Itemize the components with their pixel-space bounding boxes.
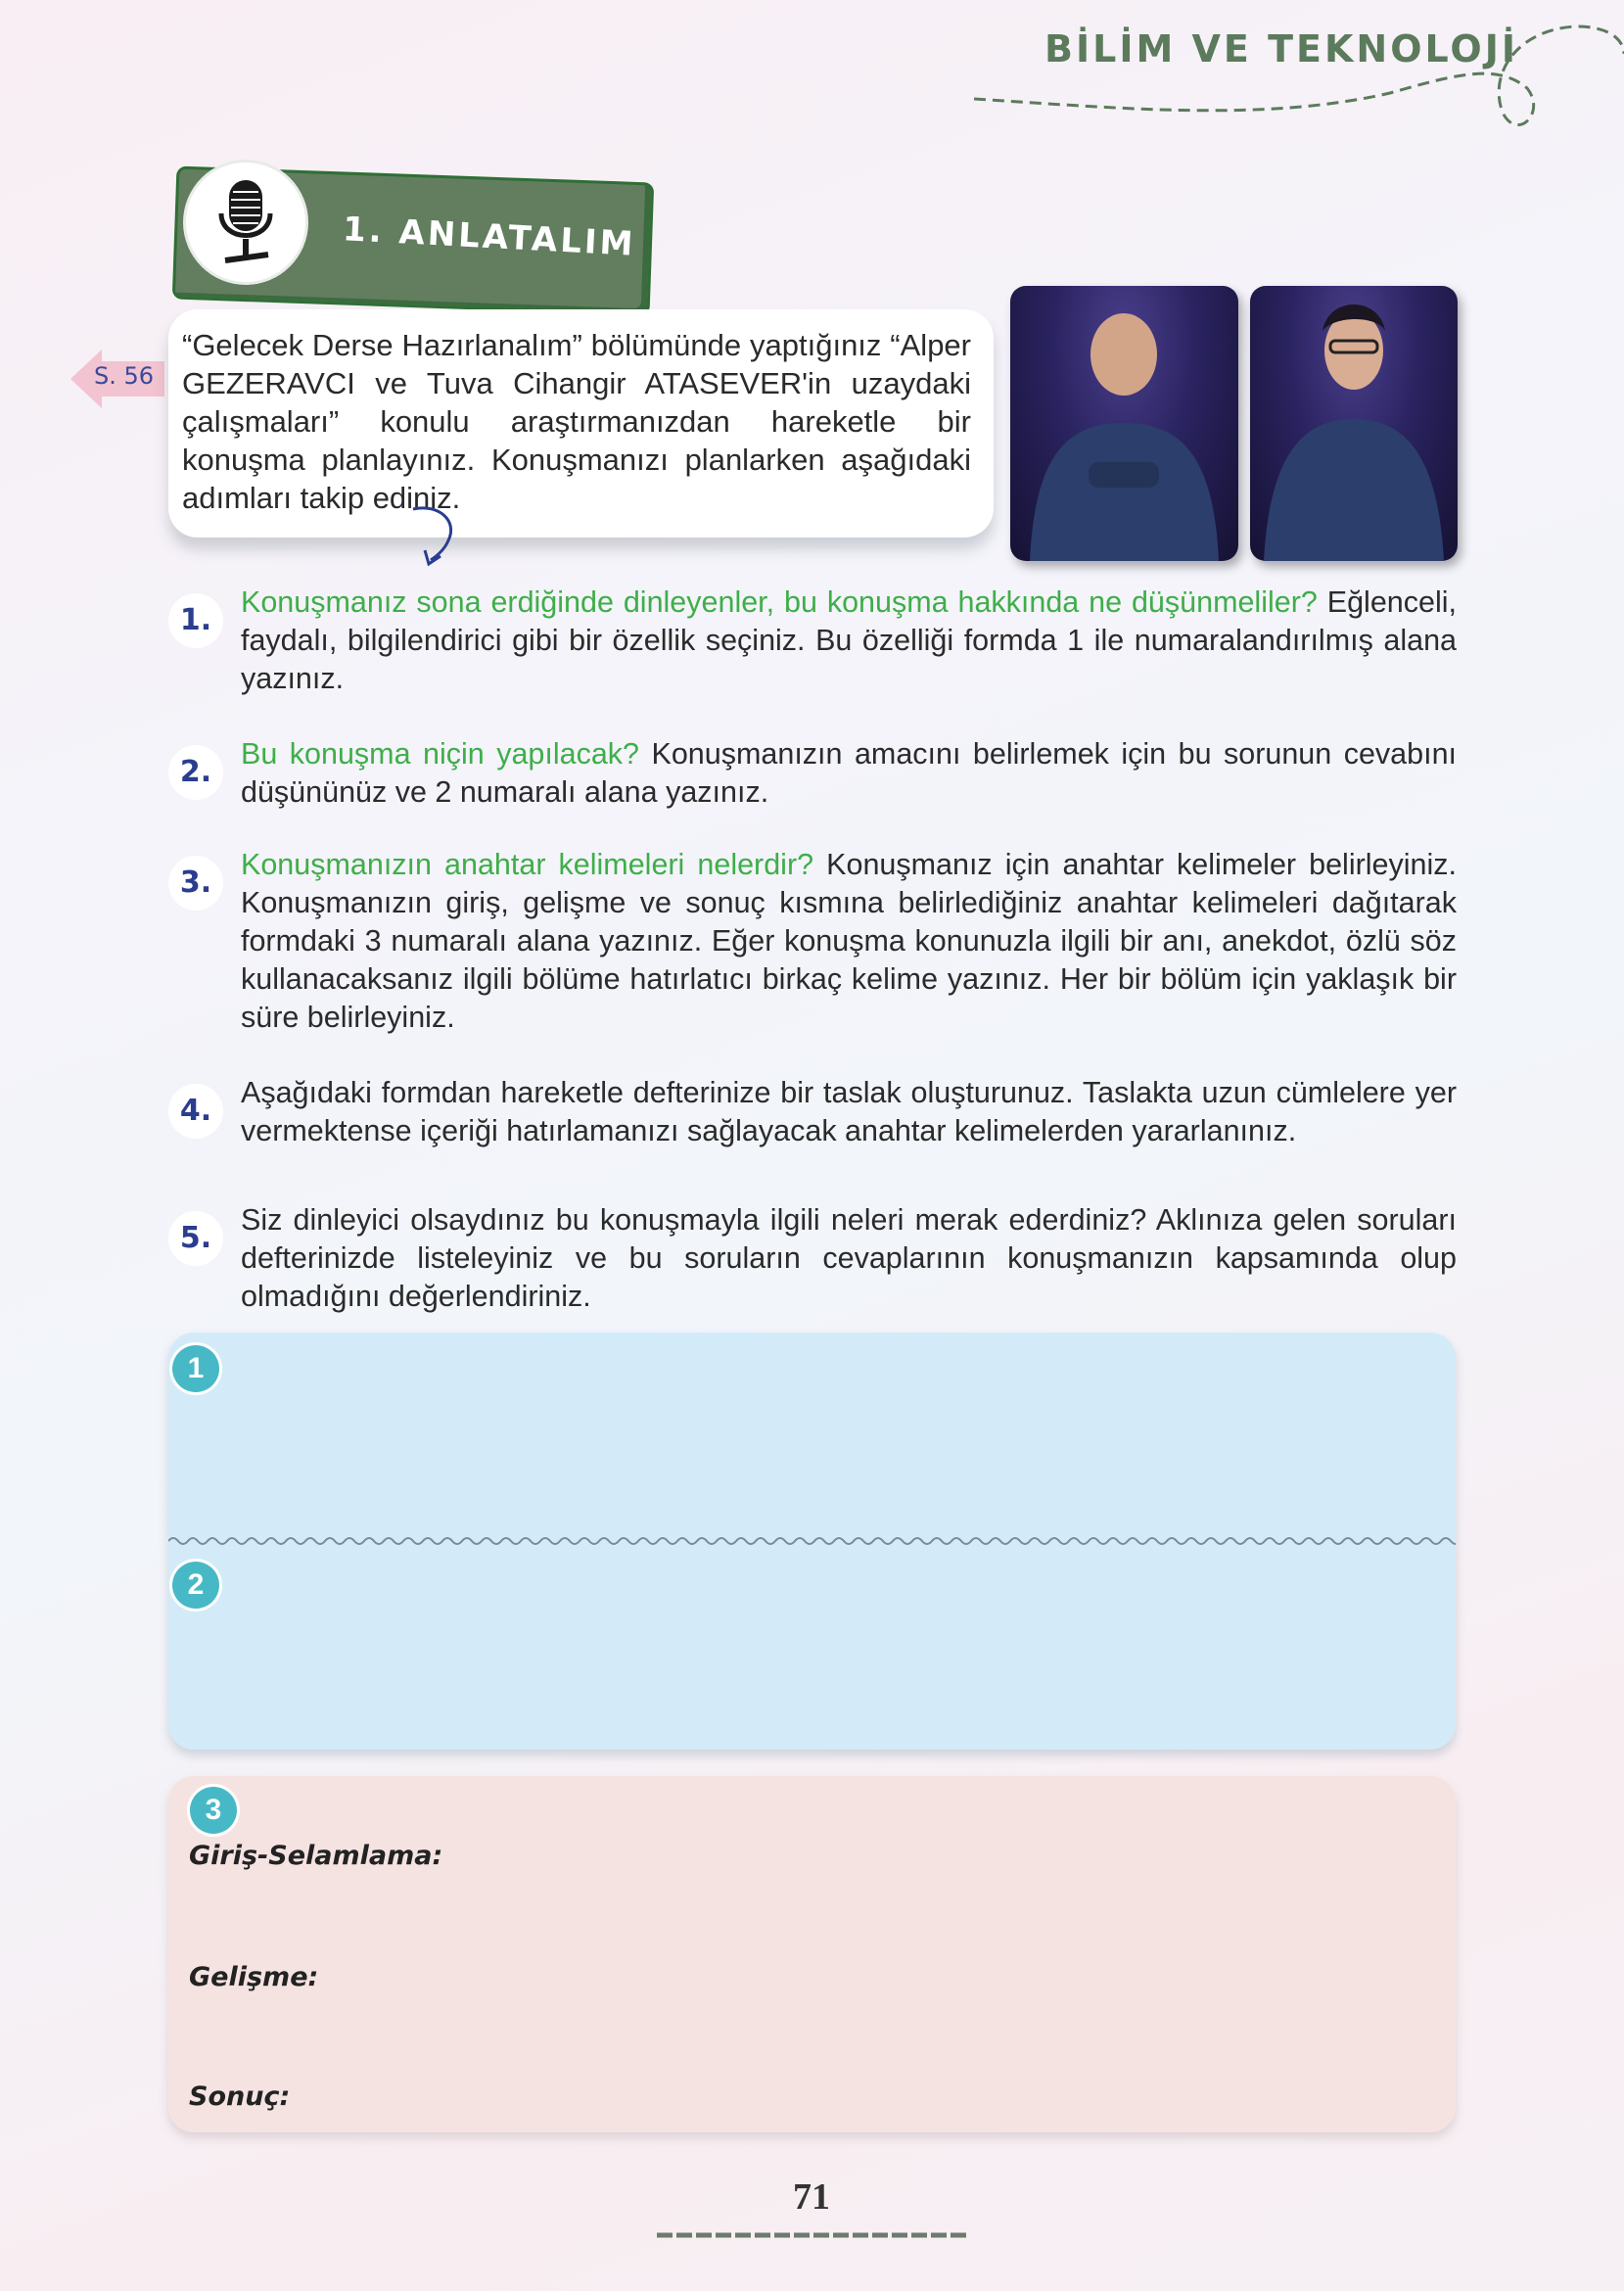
item-question: Konuşmanızın anahtar kelimeleri nelerdir?	[241, 848, 814, 881]
footer-dashed-line	[657, 2230, 966, 2240]
form-badge-2: 2	[172, 1562, 219, 1609]
curved-arrow-icon	[409, 501, 468, 570]
item-number: 1.	[168, 593, 223, 648]
section-title: BİLİM VE TEKNOLOJİ	[1044, 27, 1518, 70]
astronaut-photo	[1010, 286, 1238, 561]
page-number: 71	[793, 2176, 830, 2218]
item-number: 2.	[168, 745, 223, 800]
form-badge-1: 1	[172, 1345, 219, 1392]
microphone-icon	[186, 163, 305, 282]
item-body: Eğlenceli, faydalı, bilgilendirici gibi bir özellik seçiniz. Bu özelliği formda 1 ile numaralandırılmış alana yazınız.	[241, 585, 1457, 695]
item-body: Konuşmanız için anahtar kelimeler belirleyiniz. Konuşmanızın giriş, gelişme ve sonuç kısmına belirlediğiniz anahtar kelimeleri dağıtarak formdaki 3 numaralı alana yazınız. Eğer konuşma konunuzla ilgili bir anı, anekdot, özlü söz kullanacaksanız ilgili bölüme hatırlatıcı birkaç kelime yazınız. Her bir bölüm için yaklaşık bir süre belirleyiniz.	[241, 848, 1457, 1034]
item-number: 4.	[168, 1084, 223, 1139]
astronaut-photo	[1250, 286, 1458, 561]
intro-label: Giriş-Selamlama:	[189, 1841, 443, 1871]
form-area-3[interactable]	[168, 1776, 1456, 2132]
section-heading: 1. ANLATALIM	[342, 210, 637, 264]
development-label: Gelişme:	[189, 1962, 319, 1992]
dashed-swirl-decoration	[969, 15, 1624, 132]
wavy-divider	[168, 1533, 1456, 1549]
item-body: Aşağıdaki formdan hareketle defterinize bir taslak oluşturunuz. Taslakta uzun cümlelere yer vermektense içeriği hatırlamanızı sağlayacak anahtar kelimelerden yararlanınız.	[241, 1076, 1457, 1147]
item-number: 5.	[168, 1211, 223, 1266]
page-reference-link[interactable]: S. 56	[94, 362, 155, 390]
form-badge-3: 3	[190, 1787, 237, 1834]
item-body: Konuşmanızın amacını belirlemek için bu sorunun cevabını düşününüz ve 2 numaralı alana yazınız.	[241, 737, 1458, 809]
intro-text: “Gelecek Derse Hazırlanalım” bölümünde yaptığınız “Alper GEZERAVCI ve Tuva Cihangir ATASEVER'in uzaydaki çalışmaları” konulu araştırmanızdan hareketle bir konuşma planlayınız. Konuşmanızı planlarken aşağıdaki adımları takip ediniz.	[182, 328, 971, 515]
item-question: Bu konuşma niçin yapılacak?	[241, 737, 640, 771]
item-body: Siz dinleyici olsaydınız bu konuşmayla ilgili neleri merak ederdiniz? Aklınıza gelen soruları defterinizde listeleyiniz ve bu soruların cevaplarının konuşmanızın kapsamında olup olmadığını değerlendiriniz.	[241, 1203, 1457, 1313]
item-number: 3.	[168, 856, 223, 911]
conclusion-label: Sonuç:	[189, 2081, 291, 2112]
item-question: Konuşmanız sona erdiğinde dinleyenler, bu konuşma hakkında ne düşünmeliler?	[241, 585, 1318, 619]
